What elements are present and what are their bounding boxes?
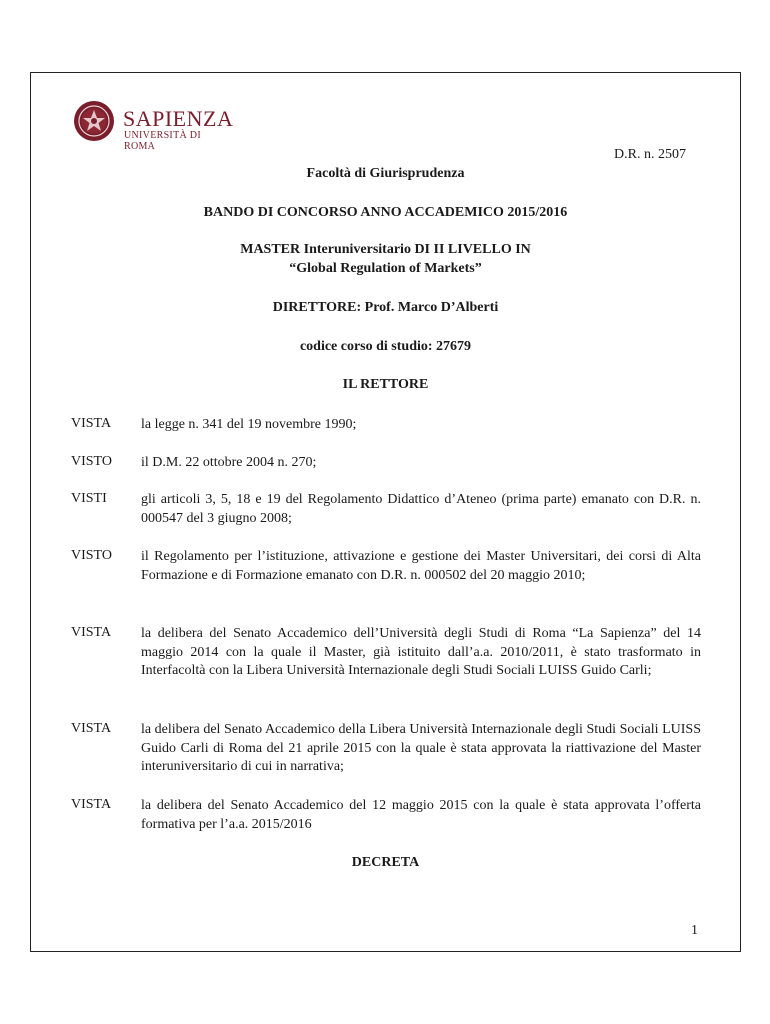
item-text: gli articoli 3, 5, 18 e 19 del Regolamento Didattico d’Ateneo (prima parte) emanato con D.R. n. 000547 del 3 giugno 2008; bbox=[141, 492, 701, 526]
item-text: la legge n. 341 del 19 novembre 1990; bbox=[141, 417, 357, 432]
document-page bbox=[30, 72, 741, 952]
item-label: VISTO bbox=[71, 548, 112, 563]
item-label: VISTO bbox=[71, 454, 112, 469]
item-text: la delibera del Senato Accademico dell’Università degli Studi di Roma “La Sapienza” del 14 maggio 2014 con la quale il Master, già istituito dall’a.a. 2010/2011, è stato trasformato in Interfacoltà con la Libera Università Internazionale degli Studi Sociali LUISS Guido Carli; bbox=[141, 626, 701, 679]
item-text: il D.M. 22 ottobre 2004 n. 270; bbox=[141, 455, 317, 470]
page-number: 1 bbox=[691, 923, 698, 938]
item-text: la delibera del Senato Accademico della Libera Università Internazionale degli Studi Sociali LUISS Guido Carli di Roma del 21 aprile 2015 con la quale è stata approvata la riattivazione del Master interuniversitario di cui in narrativa; bbox=[141, 722, 701, 775]
item-label: VISTA bbox=[71, 625, 112, 640]
item-label: VISTA bbox=[71, 416, 112, 431]
bando-heading: BANDO DI CONCORSO ANNO ACCADEMICO 2015/2016 bbox=[203, 205, 568, 220]
master-heading-line1: MASTER Interuniversitario DI II LIVELLO IN bbox=[240, 242, 531, 257]
item-label: VISTA bbox=[71, 721, 112, 736]
university-seal-icon bbox=[73, 100, 115, 142]
director-heading: DIRETTORE: Prof. Marco D’Alberti bbox=[272, 300, 499, 315]
course-code: codice corso di studio: 27679 bbox=[299, 339, 472, 354]
master-heading-line2: “Global Regulation of Markets” bbox=[289, 261, 482, 276]
decree-number: D.R. n. 2507 bbox=[614, 147, 686, 162]
rector-heading: IL RETTORE bbox=[342, 377, 429, 392]
item-label: VISTI bbox=[71, 491, 107, 506]
item-text: il Regolamento per l’istituzione, attivazione e gestione dei Master Universitari, dei corsi di Alta Formazione e di Formazione emanato con D.R. n. 000502 del 20 maggio 2010; bbox=[141, 549, 701, 583]
faculty-heading: Facoltà di Giurisprudenza bbox=[306, 166, 465, 181]
sapienza-logo bbox=[73, 100, 234, 152]
item-label: VISTA bbox=[71, 797, 112, 812]
logo-name: SAPIENZA bbox=[123, 106, 234, 131]
item-text: la delibera del Senato Accademico del 12 maggio 2015 con la quale è stata approvata l’offerta formativa per l’a.a. 2015/2016 bbox=[141, 798, 701, 832]
logo-subtitle: UNIVERSITÀ DI ROMA bbox=[124, 130, 201, 152]
decreta-heading: DECRETA bbox=[351, 855, 420, 870]
